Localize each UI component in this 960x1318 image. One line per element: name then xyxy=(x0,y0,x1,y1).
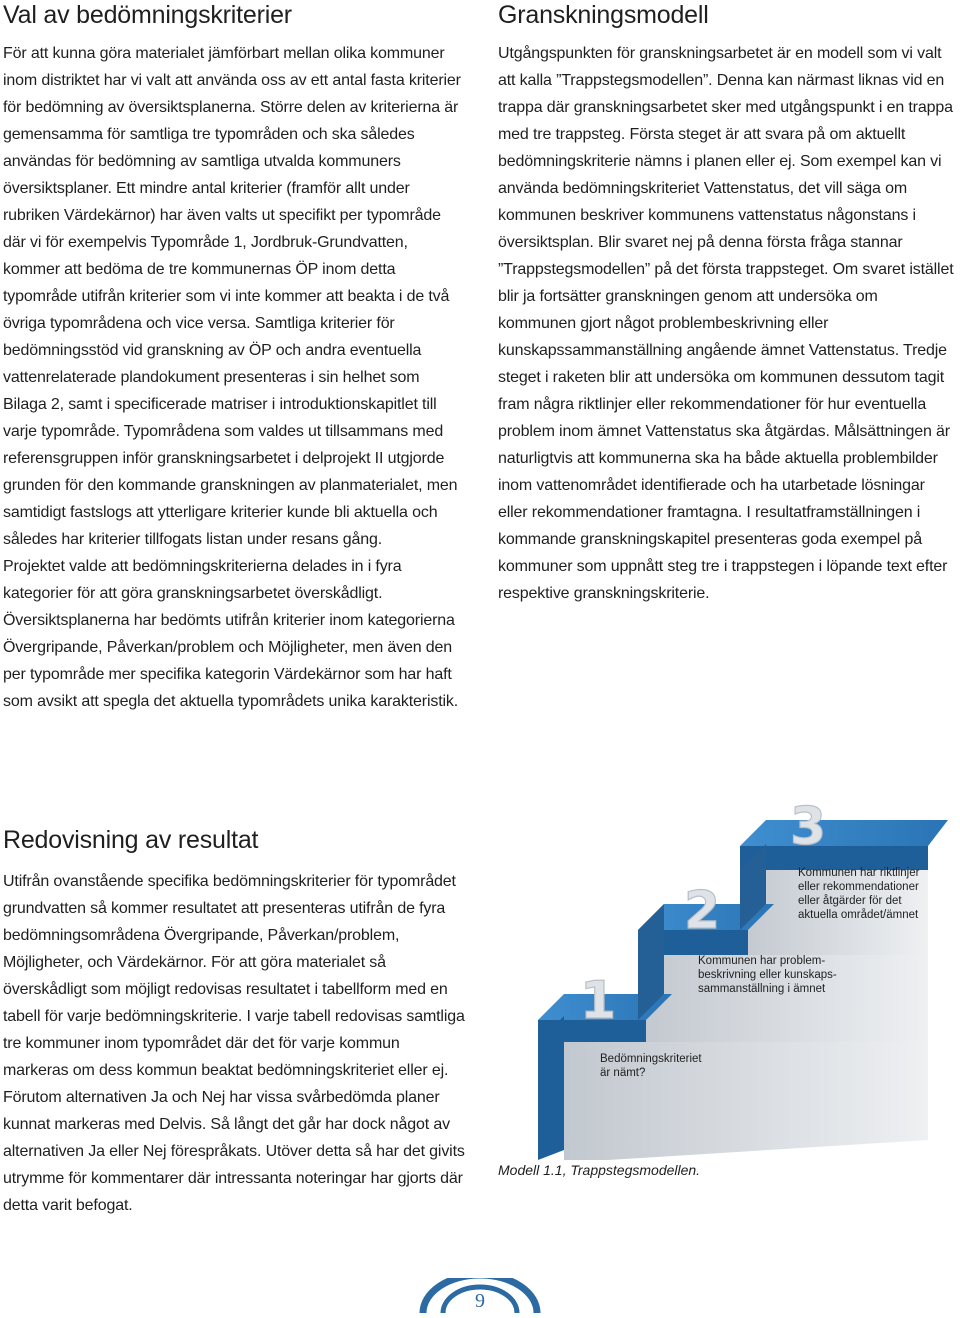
figure-caption: Modell 1.1, Trappstegsmodellen. xyxy=(498,1162,701,1178)
model-heading: Granskningsmodell xyxy=(498,1,709,29)
step-2-number: 2 xyxy=(684,881,721,941)
step-2-label: Kommunen har problem- beskrivning eller kunskaps- sammanställning i ämnet xyxy=(698,955,837,995)
criteria-heading: Val av bedömningskriterier xyxy=(3,1,292,29)
step-1-label: Bedömningskriteriet är nämt? xyxy=(600,1053,702,1079)
step-3-number: 3 xyxy=(790,797,827,857)
staircase-diagram xyxy=(498,780,948,1160)
page-number: 9 xyxy=(475,1290,485,1312)
left-column xyxy=(3,0,465,715)
results-paragraph: Utifrån ovanstående specifika bedömningskriterier för typområdet grundvatten så kommer resultatet att presenteras utifrån de fyra bedömningsområdena Övergripande, Påverkan/problem, Möjligheter, och Värdekärnor. För att göra materialet så överskådligt som möjligt redovisas resultatet i tabellform med en tabell för varje bedömningskriterie. I varje tabell redovisas samtliga tre kommuner inom typområdet där det för varje kommun markeras om dess kommun beaktat bedömningskriteriet eller ej. Förutom alternativen Ja och Nej har vissa svårbedömda planer kunnat markeras med Delvis. Så långt det går har dock något av alternativen Ja eller Nej förespråkats. Utöver detta så har det givits utrymme för kommentarer där intressanta noteringar har gjorts där detta varit befogat. xyxy=(3,873,465,1214)
page-footer xyxy=(415,1278,545,1313)
step-3-top xyxy=(740,820,948,846)
model-paragraph: Utgångspunkten för granskningsarbetet är en modell som vi valt att kalla ”Trappstegsmodellen”. Denna kan närmast liknas vid en trappa där granskningsarbetet sker med utgångspunkt i en trappa med tre trappsteg. Första steget är att svara på om aktuellt bedömningskriterie nämns i planen eller ej. Som exempel kan vi använda bedömningskriteriet Vattenstatus, det vill säga om kommunen beskriver kommunens vattenstatus någonstans i översiktsplan. Blir svaret nej på denna första fråga stannar ”Trappstegsmodellen” på det första trappsteget. Om svaret istället blir ja fortsätter granskningen genom att undersöka om kommunen gjort något problembeskrivning eller kunskapssammanställning angående ämnet Vattenstatus. Tredje steget i raketen blir att undersöka om kommunen dessutom tagit fram några riktlinjer eller rekommendationer för hur eventuella problem inom ämnet Vattenstatus ska åtgärdas. Målsättningen är naturligtvis att kommunerna ska ha både aktuella problembilder inom vattenområdet identifierade och ha utarbetade lösningar eller rekommendationer framtagna. I resultatframställningen i kommande granskningskapitel presenteras goda exempel på kommuner som uppnått steg tre i trappstegen i löpande text efter respektive granskningskriterie. xyxy=(498,45,954,602)
staircase-figure xyxy=(498,780,948,1200)
criteria-paragraph: För att kunna göra materialet jämförbart mellan olika kommuner inom distriktet har vi valt att använda oss av ett antal fasta kriterier för bedömning av översiktsplanerna. Större delen av kriterierna är gemensamma för samtliga tre typområden och ska således användas för bedömning av samtliga utvalda kommuners översiktsplaner. Ett mindre antal kriterier (framför allt under rubriken Värdekärnor) har även valts ut specifikt per typområde där vi för exempelvis Typområde 1, Jordbruk-Grundvatten, kommer att bedöma de tre kommunernas ÖP inom detta typområde utifrån kriterier som vi inte kommer att beakta i de två övriga typområdena och vice versa. Samtliga kriterier för bedömningsstöd vid granskning av ÖP och andra eventuella vattenrelaterade plandokument presenteras i sin helhet som Bilaga 2, samt i specificerade matriser i introduktionskapitlet till varje typområde. Typområdena som valdes ut tillsammans med referensgruppen inför granskningsarbetet i delprojekt II utgjorde grunden för den kommande granskningen av planmaterialet, men samtidigt fastslogs att ytterligare kriterier kunde bli aktuella och således har kriterier tillfogats listan under resans gång. xyxy=(3,45,461,548)
right-column xyxy=(498,0,956,607)
step-3-label: Kommunen har riktlinjer eller rekommendationer eller åtgärder för det aktuella området/ämnet xyxy=(798,867,920,921)
step-1-number: 1 xyxy=(580,971,617,1031)
results-heading: Redovisning av resultat xyxy=(3,826,259,854)
categories-paragraph: Projektet valde att bedömningskriterierna delades in i fyra kategorier för att göra granskningsarbetet överskådligt. Översiktsplanerna har bedömts utifrån kriterier inom kategorierna Övergripande, Påverkan/problem och Möjligheter, men även den per typområde mer specifika kategorin Värdekärnor som har haft som avsikt att spegla det aktuella typområdets unika karakteristik. xyxy=(3,558,459,710)
